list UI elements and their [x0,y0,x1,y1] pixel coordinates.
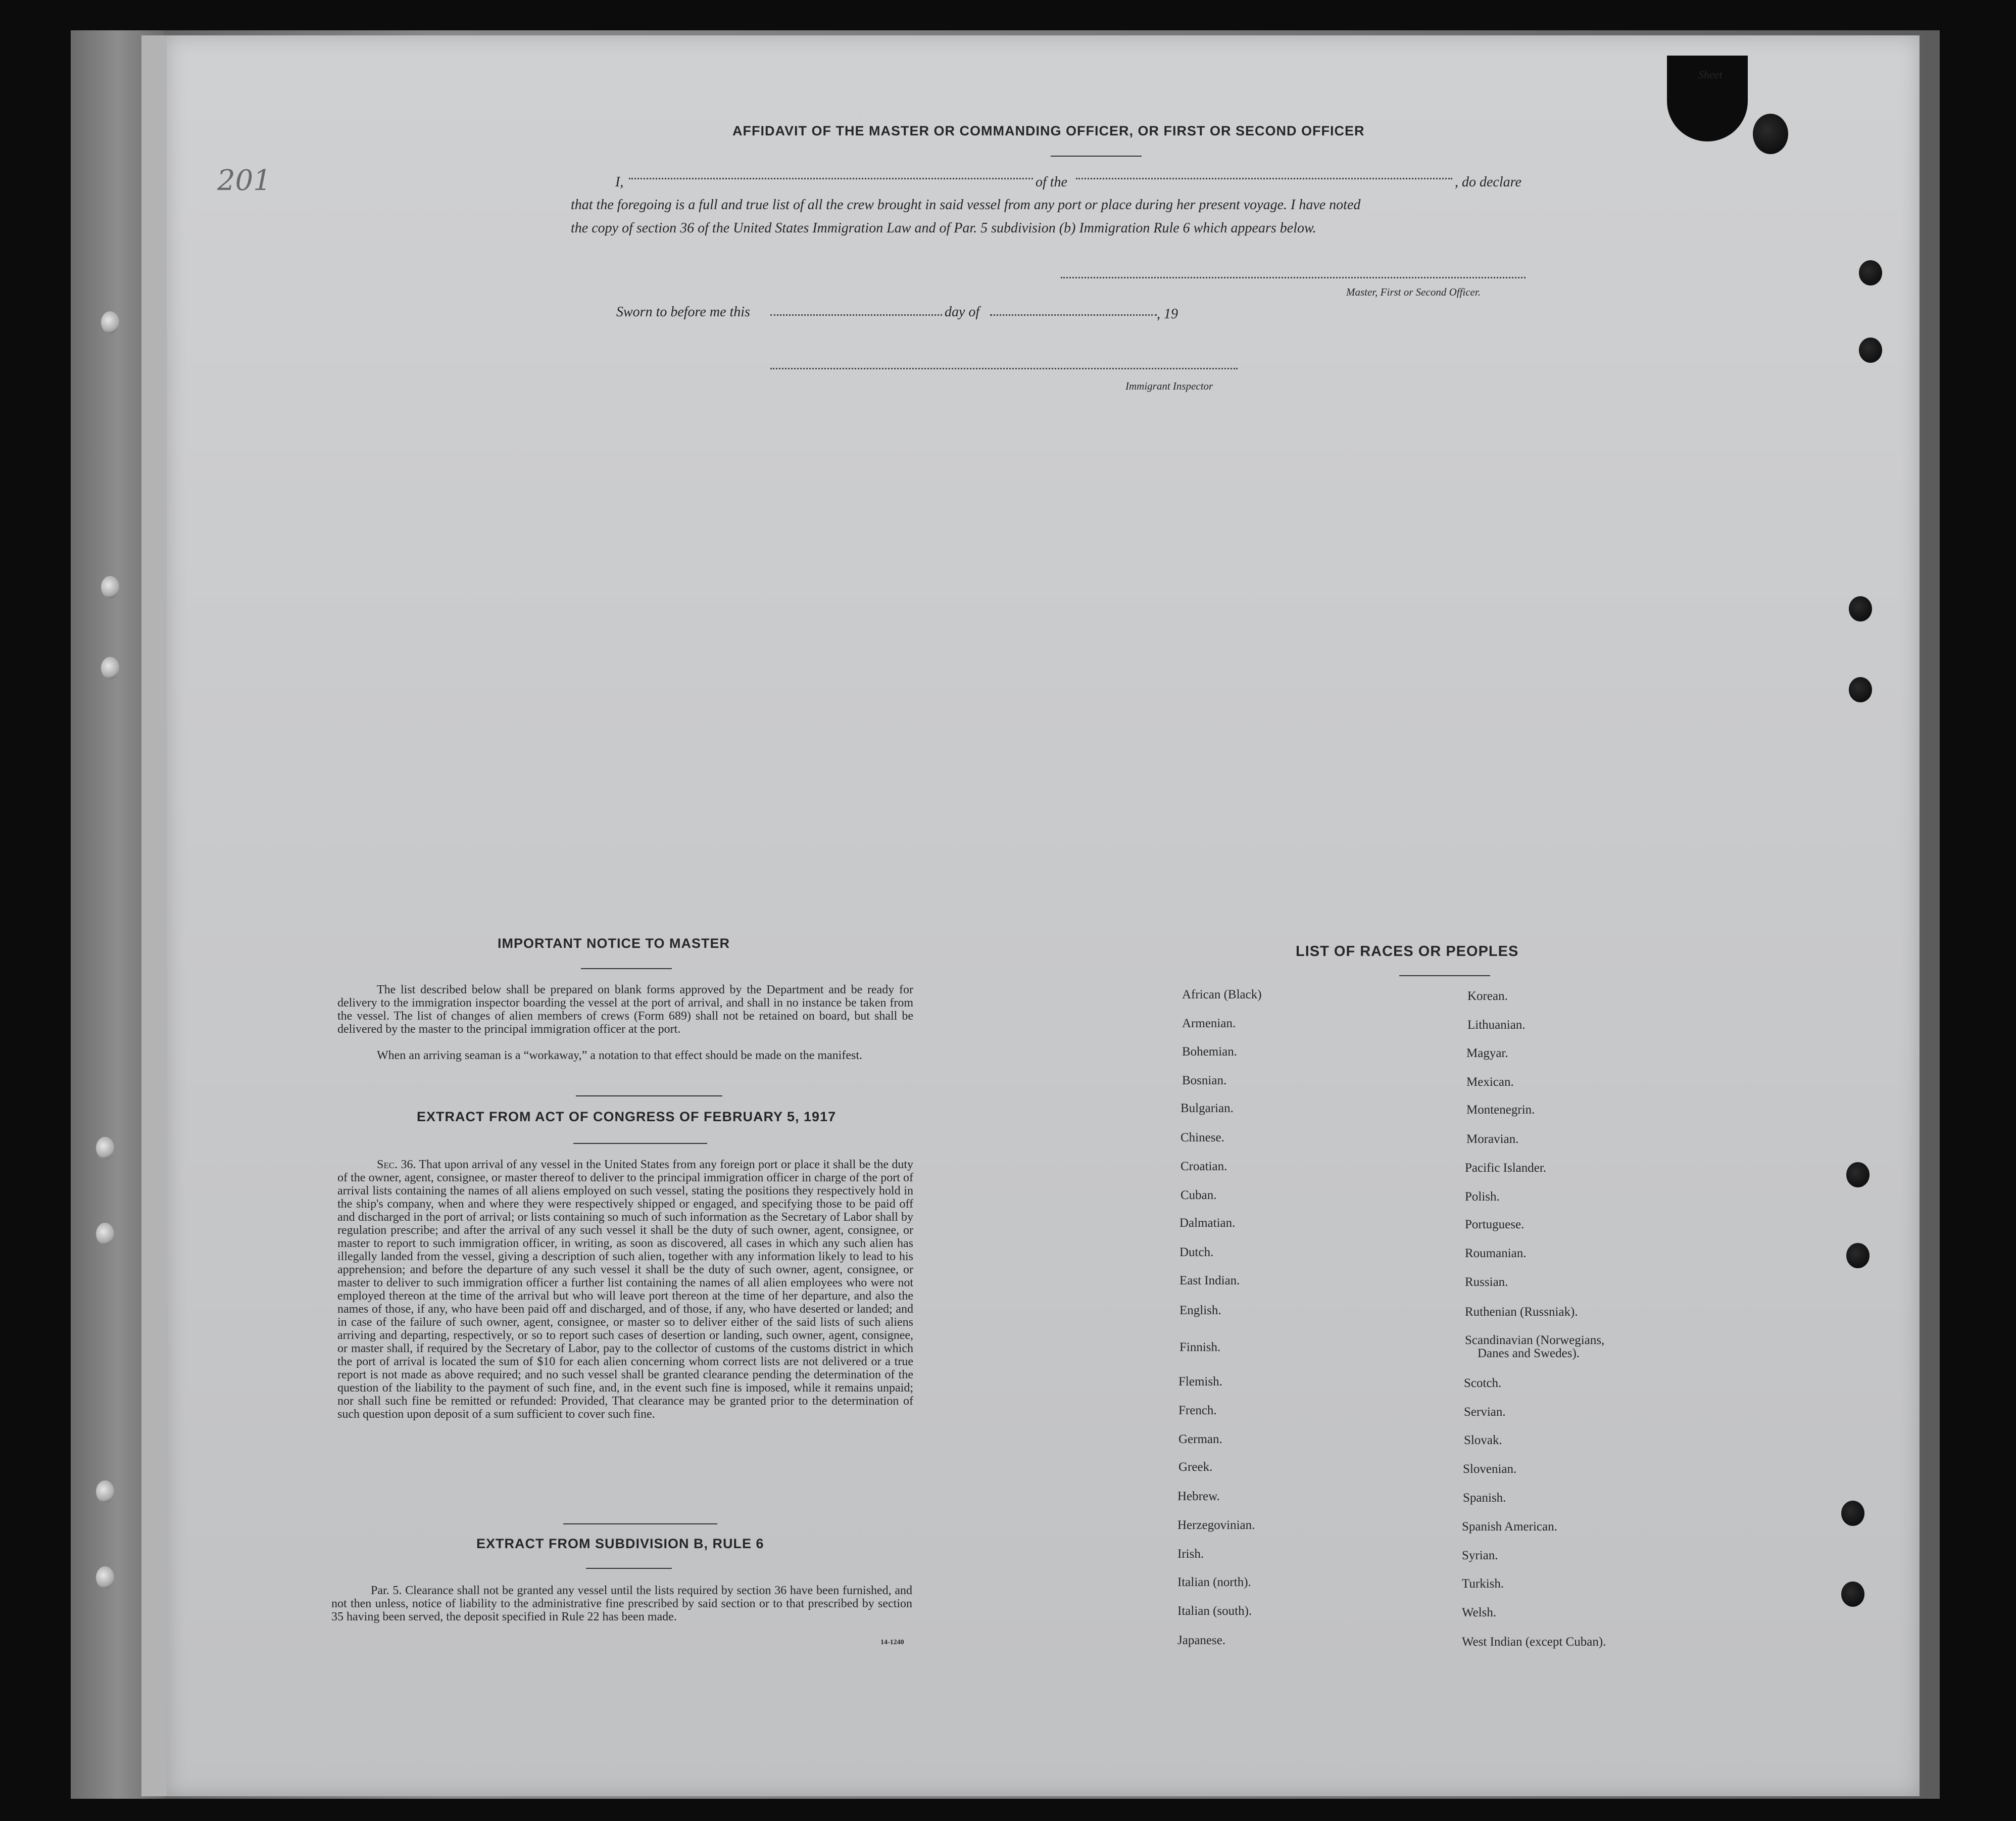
name-blank[interactable] [629,178,1033,179]
list-item: Dutch. [1179,1245,1214,1259]
section-divider [563,1523,717,1524]
list-item: Turkish. [1462,1577,1504,1591]
list-item: Mexican. [1466,1075,1514,1089]
list-item: Moravian. [1466,1132,1519,1146]
list-item: Polish. [1465,1190,1500,1204]
list-item: Flemish. [1178,1375,1222,1388]
act-section-36 [337,1158,913,1421]
list-item: Hebrew. [1177,1490,1220,1503]
list-item: Magyar. [1466,1046,1508,1060]
punch-hole-icon [1849,596,1872,621]
races-rule [1399,975,1490,976]
list-item: French. [1178,1404,1217,1417]
sworn-month-blank[interactable] [990,314,1157,316]
binding-hole-icon [101,576,119,598]
inspector-signature-blank[interactable] [770,368,1238,369]
list-item: Spanish. [1463,1491,1506,1505]
list-item: Ruthenian (Russniak). [1465,1305,1578,1319]
affidavit-title: AFFIDAVIT OF THE MASTER OR COMMANDING OFFICER, OR FIRST OR SECOND OFFICER [732,123,1365,138]
binding-hole-icon [96,1137,114,1159]
list-item: Slovenian. [1463,1462,1517,1476]
list-item: Servian. [1464,1405,1506,1419]
list-item: Finnish. [1179,1340,1221,1354]
list-item: African (Black) [1182,988,1262,1001]
list-item: Bohemian. [1182,1045,1238,1059]
punch-hole-icon [1841,1582,1864,1607]
binding-hole-icon [96,1480,114,1503]
list-item: Herzegovinian. [1177,1518,1255,1532]
list-item: Chinese. [1181,1131,1224,1144]
list-item: Scandinavian (Norwegians, Danes and Swedes). [1465,1333,1605,1360]
list-item: West Indian (except Cuban). [1462,1635,1606,1649]
rule-paragraph: Par. 5. Clearance shall not be granted any vessel until the lists required by section 36 have been furnished, and not then unless, notice of liability to the administrative fine prescribed by said section or to that prescribed by section 35 having been served, the deposit specified in Rule 22 has been made. [331,1584,912,1623]
list-item: Spanish American. [1462,1520,1557,1534]
day-of-label: day of [945,304,980,320]
inspector-label: Immigrant Inspector [1125,380,1213,392]
sworn-day-blank[interactable] [770,314,942,316]
list-item: Syrian. [1462,1549,1498,1562]
notice-paragraph-2: When an arriving seaman is a “workaway,” a notation to that effect should be made on the manifest. [377,1049,862,1062]
list-item: Croatian. [1181,1160,1227,1173]
title-rule [1051,156,1142,157]
document-page [167,35,1920,1796]
master-signature-blank[interactable] [1061,277,1526,278]
list-item: Montenegrin. [1466,1103,1535,1117]
notice-paragraph-1: The list described below shall be prepared on blank forms approved by the Department and be ready for delivery to the immigration inspector boarding the vessel at the port of arrival, and shall in no instance be taken from the vessel. The list of changes of alien members of crews (Form 689) shall not be retained on board, but shall be delivered by the master to the principal immigration officer at the port. [337,983,913,1036]
list-item: Dalmatian. [1179,1216,1236,1230]
form-number: 14-1240 [880,1639,904,1646]
punch-hole-icon [1849,677,1872,702]
list-item: East Indian. [1179,1274,1240,1287]
list-item: Scotch. [1464,1376,1502,1390]
section-divider [576,1095,722,1096]
binding-hole-icon [96,1223,114,1245]
list-item: Japanese. [1177,1634,1226,1647]
list-item: Welsh. [1462,1606,1497,1619]
act-title: EXTRACT FROM ACT OF CONGRESS OF FEBRUARY 5, 1917 [417,1109,837,1124]
affidavit-i: I, [615,174,624,190]
punch-hole-icon [1859,338,1882,363]
handwritten-number: 201 [217,164,271,197]
list-item: Portuguese. [1465,1218,1525,1231]
list-item: Armenian. [1182,1017,1236,1030]
affidavit-do-declare: , do declare [1455,174,1521,190]
list-item: Italian (north). [1177,1575,1251,1589]
notice-rule [581,968,672,969]
list-item: Slovak. [1464,1433,1502,1447]
punch-hole-icon [1846,1162,1870,1187]
affidavit-line2: that the foregoing is a full and true list of all the crew brought in said vessel from any port or place during her present voyage. I have noted [571,197,1361,213]
list-item: Lithuanian. [1467,1018,1526,1032]
sec-label: Sec. [377,1158,398,1171]
binding-hole-icon [101,311,119,333]
rule-rule [586,1568,672,1569]
binding-hole-icon [96,1566,114,1589]
notice-title: IMPORTANT NOTICE TO MASTER [498,936,730,951]
list-item: Pacific Islander. [1465,1161,1547,1175]
act-text: 36. That upon arrival of any vessel in the United States from any foreign port or place it shall be the duty of the owner, agent, consignee, or master thereof to deliver to the principal immigration officer in charge of the port of arrival lists containing the names of all aliens employed on such vessel, stating the positions they respectively hold in the ship's company, when and where they were respectively shipped or engaged, and specifying those to be paid off and discharged in the port of arrival; or lists containing so much of such information as the Secretary of Labor shall by regulation prescribe; and after the arrival of any such vessel it shall be the duty of such owner, agent, consignee, or master to report to such immigration officer, in writing, as soon as discovered, all cases in which any such alien has illegally landed from the vessel, giving a description of such alien, together with any information likely to lead to his apprehension; and before the departure of any such vessel it shall be the duty of such owner, agent, consignee, or master to deliver to such immigration officer a further list containing the names of all alien employees who were not employed thereon at the time of the arrival but who will leave port thereon at the time of her departure, and also the names of those, if any, who have been paid off and discharged, and of those, if any, who have deserted or landed; and in case of the failure of such owner, agent, consignee, or master so to deliver either of the said lists of such aliens arriving and departing, respectively, or so to report such cases of desertion or landing, such owner, agent, consignee, or master shall, if required by the Secretary of Labor, pay to the collector of customs of the customs district in which the port of arrival is located the sum of $10 for each alien concerning whom correct lists are not delivered or a true report is not made as above required; and no such vessel shall be granted clearance pending the determination of the question of the liability to the payment of such fine, and, in the event such fine is imposed, while it remains unpaid; nor shall such fine be remitted or refunded: Provided, That clearance may be granted prior to the determination of such question upon deposit of a sum sufficient to cover such fine. [337,1158,914,1421]
binding-hole-icon [101,657,119,679]
master-label: Master, First or Second Officer. [1346,286,1481,298]
affidavit-line3: the copy of section 36 of the United States Immigration Law and of Par. 5 subdivision (b) Immigration Rule 6 which appears below. [571,220,1316,236]
sworn-label: Sworn to before me this [616,304,750,320]
list-item: Korean. [1467,989,1508,1003]
year-label: , 19 [1157,306,1178,322]
act-rule [573,1143,707,1144]
list-item: Russian. [1465,1275,1508,1289]
rule-title: EXTRACT FROM SUBDIVISION B, RULE 6 [476,1536,764,1551]
punch-hole-icon [1841,1501,1864,1526]
list-item: Greek. [1178,1460,1213,1474]
affidavit-of-the: of the [1036,174,1067,190]
list-item: Bosnian. [1182,1074,1227,1087]
list-item: English. [1179,1304,1221,1317]
list-item: Irish. [1177,1547,1204,1561]
list-item: Cuban. [1181,1188,1217,1202]
list-item: German. [1178,1432,1222,1446]
list-item: Roumanian. [1465,1247,1527,1260]
punch-hole-icon [1846,1243,1870,1268]
races-title: LIST OF RACES OR PEOPLES [1296,943,1519,960]
list-item: Italian (south). [1177,1604,1252,1618]
sheet-label: Sheet [1698,68,1723,81]
stain-mark-icon [1753,114,1788,154]
punch-hole-icon [1859,260,1882,285]
vessel-blank[interactable] [1076,178,1452,179]
list-item: Bulgarian. [1181,1101,1234,1115]
